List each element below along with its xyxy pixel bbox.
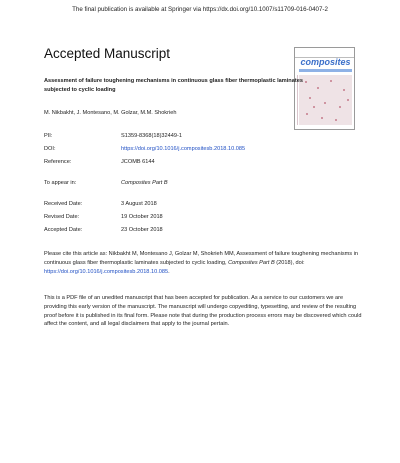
- citation-text-year: (2018), doi:: [276, 259, 305, 266]
- journal-name: Composites Part B: [121, 180, 168, 186]
- appear-in-label: To appear in:: [44, 180, 77, 186]
- pii-value: S1359-8368(18)32449-1: [121, 133, 182, 139]
- citation-paragraph: [44, 250, 362, 276]
- revised-date-label: Revised Date:: [44, 214, 80, 220]
- author-list: M. Nikbakht, J. Montesano, M. Golzar, M.M. Shokrieh: [44, 110, 177, 116]
- source-banner: The final publication is available at Springer via https://dx.doi.org/10.1007/s11709-016-0407-2: [72, 6, 328, 13]
- page-title: Accepted Manuscript: [44, 46, 171, 61]
- cover-journal-name: composites: [300, 57, 351, 67]
- accepted-date-value: 23 October 2018: [121, 227, 163, 233]
- revised-date-value: 19 October 2018: [121, 214, 163, 220]
- citation-text: Please cite this article as: Nikbakht M, Montesano J, Golzar M, Shokrieh MM, Assessment of failure toughening mechanisms in continuous glass fiber thermoplastic laminates subjected to cyclic loading,: [44, 251, 359, 266]
- cover-color-band: [299, 69, 352, 72]
- received-date-label: Received Date:: [44, 201, 83, 207]
- doi-label: DOI:: [44, 146, 56, 152]
- received-date-value: 3 August 2018: [121, 201, 157, 207]
- reference-value: JCOMB 6144: [121, 159, 155, 165]
- reference-label: Reference:: [44, 159, 72, 165]
- citation-journal: Composites Part B: [228, 259, 275, 266]
- doi-link[interactable]: https://doi.org/10.1016/j.compositesb.2018.10.085: [121, 146, 246, 152]
- article-title: Assessment of failure toughening mechanisms in continuous glass fiber thermoplastic laminates subjected to cyclic loading: [44, 78, 303, 93]
- citation-end: .: [168, 268, 170, 275]
- citation-doi-link[interactable]: https://doi.org/10.1016/j.compositesb.2018.10.085: [44, 268, 169, 275]
- pii-label: PII:: [44, 133, 53, 139]
- manuscript-notice: This is a PDF file of an unedited manuscript that has been accepted for publication. As a service to our customers we are providing this early version of the manuscript. The manuscript will undergo copyediting, typesetting, and review of the resulting proof before it is published in its final form. Please note that during the production process errors may be discovered which could affect the content, and all legal disclaimers that apply to the journal pertain.: [44, 295, 362, 328]
- accepted-date-label: Accepted Date:: [44, 227, 83, 233]
